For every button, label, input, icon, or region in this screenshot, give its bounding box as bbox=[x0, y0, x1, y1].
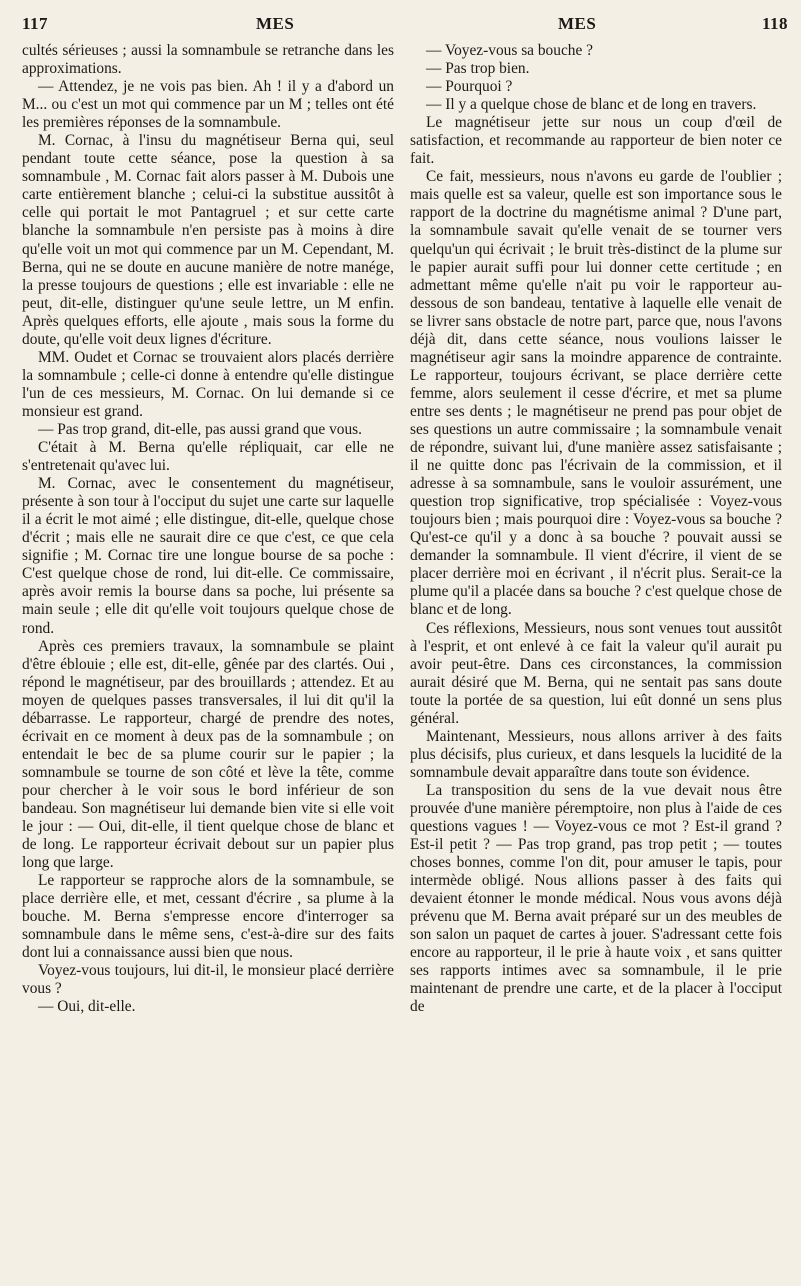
right-running-title: MES bbox=[558, 14, 597, 33]
paragraph: Ce fait, messieurs, nous n'avons eu garde de l'oublier ; mais quelle est sa valeur, quelle est son importance sous le rapport de la doctrine du magnétisme animal ? D'une part, la somnambule savait qu'elle venait de se tourner vers quelqu'un qui écrivait ; le bruit très-distinct de la plume sur le papier aurait suffi pour lui donner cette certitude ; en admettant même qu'elle n'ait pu voir le rapporteur au-dessous de son bandeau, tentative à laquelle elle venait de se livrer sans obstacle de notre part, parce que, nous l'avons déjà dit, dans cette séance, nous voulions laisser le magnétiseur agir sans la moindre apparence de contrainte. Le rapporteur, toujours écrivant, se place derrière cette femme, alors seulement il cesse d'écrire, et met sa plume entre ses dents ; le magnétiseur ne prend pas pour objet de ses questions un autre commissaire ; la somnambule venait de répondre, suivant lui, d'une manière assez satisfaisante ; il ne quitte donc pas l'écrivain de la commission, et il adresse à sa somnambule, sans le vouloir assurément, une question trop significative, trop spécialisée : Voyez-vous toujours bien ; mais pourquoi dire : Voyez-vous sa bouche ? Qu'est-ce qu'il y a donc à sa bouche ? pouvait aussi se demander la somnambule. Il vient d'écrire, il vient de se placer derrière moi en écrivant , il n'écrit plus. Serait-ce la plume qu'il a placée dans sa bouche ? c'est quelque chose de blanc et de long. bbox=[410, 168, 782, 619]
paragraph: — Attendez, je ne vois pas bien. Ah ! il y a d'abord un M... ou c'est un mot qui commence par un M ; telles ont été les premières réponses de la somnambule. bbox=[22, 78, 394, 132]
paragraph: — Il y a quelque chose de blanc et de long en travers. bbox=[426, 96, 757, 114]
paragraph: MM. Oudet et Cornac se trouvaient alors placés derrière la somnambule ; celle-ci donne à entendre qu'elle distingue l'un de ces messieurs, M. Cornac. On lui demande si ce monsieur est grand. bbox=[22, 348, 394, 420]
paragraph: Après ces premiers travaux, la somnambule se plaint d'être éblouie ; elle est, dit-elle, gênée par des clartés. Oui , répond le magnétiseur, par des brouillards ; attendez. Et au moyen de quelques passes transversales, il lui dit qu'il la débarrasse. Le rapporteur, chargé de prendre des notes, écrivait en ce moment à deux pas de la somnambule ; on entendait le bec de sa plume courir sur le papier ; la somnambule se tourne de son côté et lève la tête, comme pour chercher à le voir sous le bord inférieur de son bandeau. Son magnétiseur lui demande bien vite si elle voit le jour : — Oui, dit-elle, il tient quelque chose de blanc et de long. Le rapporteur écrivait debout sur un papier plus long que large. bbox=[22, 637, 394, 872]
page-header bbox=[18, 10, 788, 40]
paragraph: — Voyez-vous sa bouche ? bbox=[426, 42, 593, 59]
paragraph: C'était à M. Berna qu'elle répliquait, car elle ne s'entretenait qu'avec lui. bbox=[22, 439, 394, 475]
paragraph: Maintenant, Messieurs, nous allons arriver à des faits plus décisifs, plus curieux, et dans lesquels la lucidité de la somnambule devait apparaître dans toute son évidence. bbox=[410, 727, 782, 781]
paragraph: cultés sérieuses ; aussi la somnambule se retranche dans les approximations. bbox=[22, 42, 394, 78]
paragraph: Le magnétiseur jette sur nous un coup d'œil de satisfaction, et recommande au rapporteur de bien noter ce fait. bbox=[410, 114, 782, 168]
paragraph: M. Cornac, avec le consentement du magnétiseur, présente à son tour à l'occiput du sujet une carte sur laquelle il a écrit le mot aimé ; elle distingue, dit-elle, quelque chose d'écrit ; mais elle ne saurait dire ce que c'est, ce que cela signifie ; M. Cornac tire une longue bourse de sa poche : C'est quelque chose de rond, lui dit-elle. Ce commissaire, après avoir remis la bourse dans sa poche, lui présente sa main seule ; elle dit qu'elle voit toujours quelque chose de rond. bbox=[22, 475, 394, 637]
paragraph: — Pourquoi ? bbox=[426, 78, 513, 96]
left-running-title: MES bbox=[256, 14, 295, 33]
paragraph: M. Cornac, à l'insu du magnétiseur Berna qui, seul pendant toute cette séance, pose la question à sa somnambule , M. Cornac fait alors passer à M. Dubois une carte entièrement blanche ; celui-ci la substitue aussitôt à celle qui portait le mot Pantagruel ; et sur cette carte blanche la somnambule n'en persiste pas à moins à dire qu'elle voit un mot qui commence par un M. Cependant, M. Berna, qui ne se doute en aucune manière de notre manége, la presse toujours de questions ; elle est invariable : elle ne peut, dit-elle, distinguer qu'une seule lettre, un M enfin. Après quelques efforts, elle ajoute , mais sous la forme du doute, qu'elle voit deux lignes d'écriture. bbox=[22, 132, 394, 348]
paragraph: — Pas trop bien. bbox=[426, 60, 530, 78]
left-column bbox=[22, 42, 394, 1017]
paragraph: Ces réflexions, Messieurs, nous sont venues tout aussitôt à l'esprit, et ont enlevé à ce fait la valeur qu'il aurait pu avoir peut-être. Dans ces circonstances, la commission aurait désiré que M. Berna, qui ne sentait pas sans doute toute la portée de sa question, lui eût donné un sens plus général. bbox=[410, 619, 782, 727]
paragraph: — Pas trop grand, dit-elle, pas aussi grand que vous. bbox=[38, 420, 362, 438]
right-page-number: 118 bbox=[761, 14, 788, 33]
right-column bbox=[410, 42, 782, 1017]
paragraph: La transposition du sens de la vue devait nous être prouvée d'une manière péremptoire, non plus à l'aide de ces questions vagues ! — Voyez-vous ce mot ? Est-il grand ? Est-il petit ? — Pas trop grand, pas trop petit ; — toutes choses bonnes, comme l'on dit, pour amuser le tapis, pour intermède obligé. Nous allions passer à des faits qui devaient étonner le monde médical. Nous vous avons déjà prévenu que M. Berna avait préparé sur un des meubles de son salon un paquet de cartes à jouer. S'adressant cette fois encore au rapporteur, il le prie à haute voix , et sans quitter ses rapports intimes avec sa somnambule, il le prie maintenant de prendre une carte, et de la placer à l'occiput de bbox=[410, 781, 782, 1016]
paragraph: Le rapporteur se rapproche alors de la somnambule, se place derrière elle, et met, cessant d'écrire , sa plume à la bouche. M. Berna s'empresse encore d'interroger sa somnambule dans le même sens, c'est-à-dire sur des faits dont lui a connaissance aussi bien que nous. bbox=[22, 872, 394, 962]
left-page-number: 117 bbox=[22, 14, 49, 33]
paragraph: — Oui, dit-elle. bbox=[38, 998, 136, 1016]
paragraph: Voyez-vous toujours, lui dit-il, le monsieur placé derrière vous ? bbox=[22, 962, 394, 998]
